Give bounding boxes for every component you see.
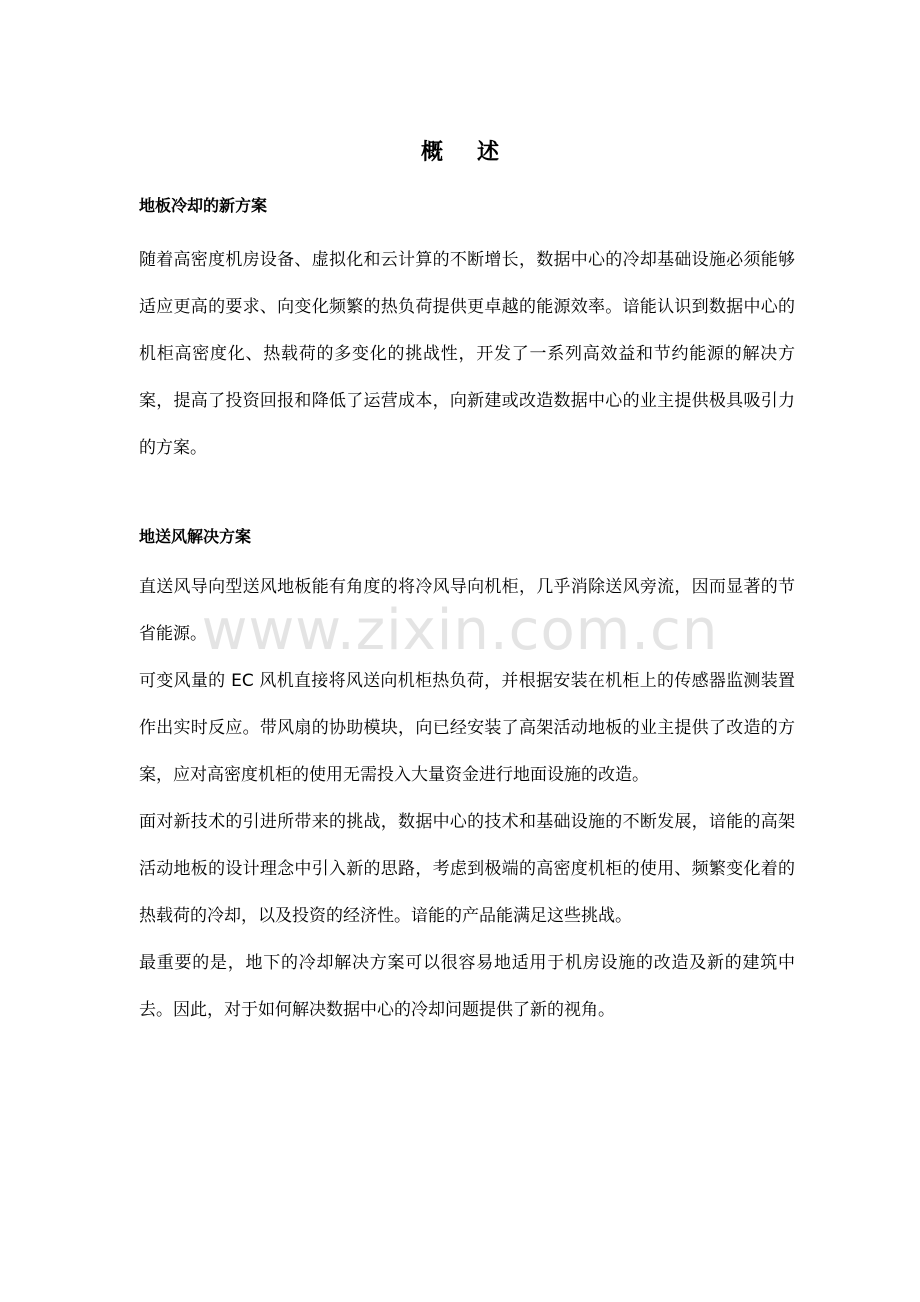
paragraph-new-technology: 面对新技术的引进所带来的挑战，数据中心的技术和基础设施的不断发展，谙能的高架活动地板的设计理念中引入新的思路，考虑到极端的高密度机柜的使用、频繁变化着的热载荷的冷却，以及投资的经济性。谙能的产品能满足这些挑战。 xyxy=(139,812,795,926)
paragraph-floor-cooling-intro: 随着高密度机房设备、虚拟化和云计算的不断增长，数据中心的冷却基础设施必须能够适应更高的要求、向变化频繁的热负荷提供更卓越的能源效率。谙能认识到数据中心的机柜高密度化、热载荷的多变化的挑战性，开发了一系列高效益和节约能源的解决方案，提高了投资回报和降低了运营成本，向新建或改造数据中心的业主提供极具吸引力的方案。 xyxy=(139,250,795,458)
paragraph-directional-airflow-panel: 直送风导向型送风地板能有角度的将冷风导向机柜，几乎消除送风旁流，因而显著的节省能源。 xyxy=(139,577,795,644)
paragraph-ec-fan: 可变风量的 EC 风机直接将风送向机柜热负荷，并根据安装在机柜上的传感器监测装置作出实时反应。带风扇的协助模块，向已经安装了高架活动地板的业主提供了改造的方案，应对高密度机柜的使用无需投入大量资金进行地面设施的改造。 xyxy=(139,671,795,785)
section-heading-floor-cooling: 地板冷却的新方案 xyxy=(139,196,268,215)
section-heading-underfloor-air-supply: 地送风解决方案 xyxy=(139,527,252,546)
page-title: 概述 xyxy=(420,139,533,165)
watermark: www.zixin.com.cn xyxy=(201,598,719,663)
paragraph-conclusion: 最重要的是，地下的冷却解决方案可以很容易地适用于机房设施的改造及新的建筑中去。因此，对于如何解决数据中心的冷却问题提供了新的视角。 xyxy=(139,953,795,1020)
document-body xyxy=(139,190,795,1034)
